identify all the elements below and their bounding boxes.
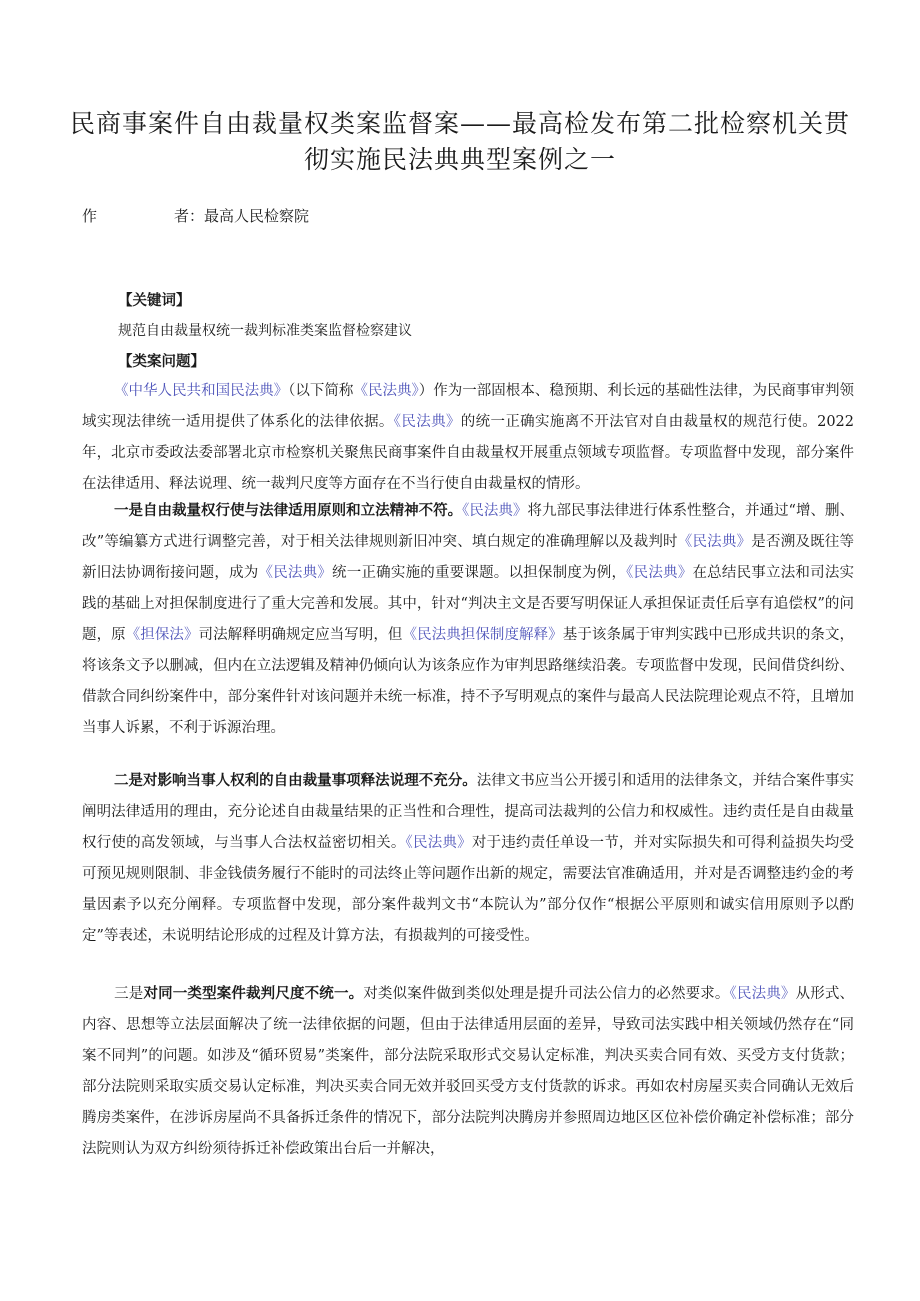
text-run: 对于违约责任单设一节，并对实际损失和可得利益损失均受可预见规则限制、非金钱债务履行不能时的司法终止等问题作出新的规定，需要法官准确适用，并对是否调整违约金的考量因素予以充分阐释。专项监督中发现，部分案件裁判文书“本院认为”部分仅作“根据公平原则和诚实信用原则予以酌定”等表述，未说明结论形成的过程及计算方法，有损裁判的可接受性。 [82,835,855,944]
text-run: 的统一正确实施离不开法官对自由裁量权的规范行使。2022年，北京市委政法委部署北京市检察机关聚焦民商事案件自由裁量权开展重点领域专项监督。专项监督中发现，部分案件在法律适用、释法说理、统一裁判尺度等方面存在不当行使自由裁量权的情形。 [82,414,855,492]
text-run: 是否溯及既往等新旧法协调衔接问题，成为 [82,534,855,581]
author-value: 最高人民检察院 [204,207,310,225]
text-run: 司法解释明确规定应当写明，但 [198,627,403,643]
paragraph-point-three [82,979,854,1165]
law-link[interactable]: 《民法典》 [462,503,528,519]
text-run: 统一正确实施的重要课题。以担保制度为例， [332,565,627,581]
law-link[interactable]: 《民法典》 [729,986,796,1002]
text-run: ）作为一部固根本、稳预期、利长远的基础性法律，为民商事审判领域实现法律统一适用提供了体系化的法律依据。 [82,383,855,430]
law-link[interactable]: 《民法典》 [353,383,419,399]
law-link[interactable]: 《担保法》 [125,627,199,643]
law-link[interactable]: 《中华人民共和国民法典》 [114,383,289,399]
author-label-a: 作 [82,207,98,225]
text-run: 在总结民事立法和司法实践的基础上对担保制度进行了重大完善和发展。其中，针对“判决主文是否要写明保证人承担保证责任后享有追偿权”的问题，原 [82,565,855,643]
law-link[interactable]: 《民法典》 [626,565,693,581]
issue-heading: 【类案问题】 [118,354,205,370]
point-two-lead: 二是对影响当事人权利的自由裁量事项释法说理不充分。 [114,773,477,789]
law-link[interactable]: 《民法典》 [258,565,333,581]
law-link[interactable]: 《民法典担保制度解释》 [402,627,563,643]
text-run: 法律文书应当公开援引和适用的法律条文，并结合案件事实阐明法律适用的理由，充分论述自由裁量结果的正当性和合理性，提高司法裁判的公信力和权威性。违约责任是自由裁量权行使的高发领域，与当事人合法权益密切相关。 [82,773,855,851]
text-run: （以下简称 [288,383,354,399]
author-label-b-text: 者： [174,207,205,225]
keywords-heading: 【关键词】 [118,293,191,309]
point-three-lead: 对同一类型案件裁判尺度不统一。 [143,986,364,1002]
law-link[interactable]: 《民法典》 [677,534,752,550]
keywords-text: 规范自由裁量权统一裁判标准类案监督检察建议 [118,323,412,339]
text-run: 从形式、内容、思想等立法层面解决了统一法律依据的问题，但由于法律适用层面的差异，导致司法实践中相关领域仍然存在“同案不同判”的问题。如涉及“循环贸易”类案件，部分法院采取形式交易认定标准，判决买卖合同有效、买受方支付货款；部分法院则采取实质交易认定标准，判决买卖合同无效并驳回买受方支付货款的诉求。再如农村房屋买卖合同确认无效后腾房类案件，在涉诉房屋尚不具备拆迁条件的情况下，部分法院判决腾房并参照周边地区区位补偿价确定补偿标准；部分法院则认为双方纠纷须待拆迁补偿政策出台后一并解决， [82,986,855,1157]
text-run: 对类似案件做到类似处理是提升司法公信力的必然要求。 [363,986,730,1002]
law-link[interactable]: 《民法典》 [393,414,461,430]
point-three-prefix: 三是 [114,986,144,1002]
law-link[interactable]: 《民法典》 [405,835,472,851]
point-one-lead: 一是自由裁量权行使与法律适用原则和立法精神不符。 [114,503,463,519]
author-label-b [174,205,309,227]
paragraph-point-two [82,766,854,952]
text-run: 基于该条属于审判实践中已形成共识的条文，将该条文予以删减，但内在立法逻辑及精神仍倾向认为该条应作为审判思路继续沿袭。专项监督中发现，民间借贷纠纷、借款合同纠纷案件中，部分案件针对该问题并未统一标准，持不予写明观点的案件与最高人民法院理论观点不符，且增加当事人诉累，不利于诉源治理。 [82,627,855,736]
document-title: 民商事案件自由裁量权类案监督案——最高检发布第二批检察机关贯彻实施民法典典型案例之一 [69,109,850,174]
paragraph-point-one [82,496,854,744]
paragraph-intro [82,376,854,500]
text-run: 将九部民事法律进行体系性整合，并通过“增、删、改”等编纂方式进行调整完善，对于相关法律规则新旧冲突、填白规定的准确理解以及裁判时 [82,503,854,550]
